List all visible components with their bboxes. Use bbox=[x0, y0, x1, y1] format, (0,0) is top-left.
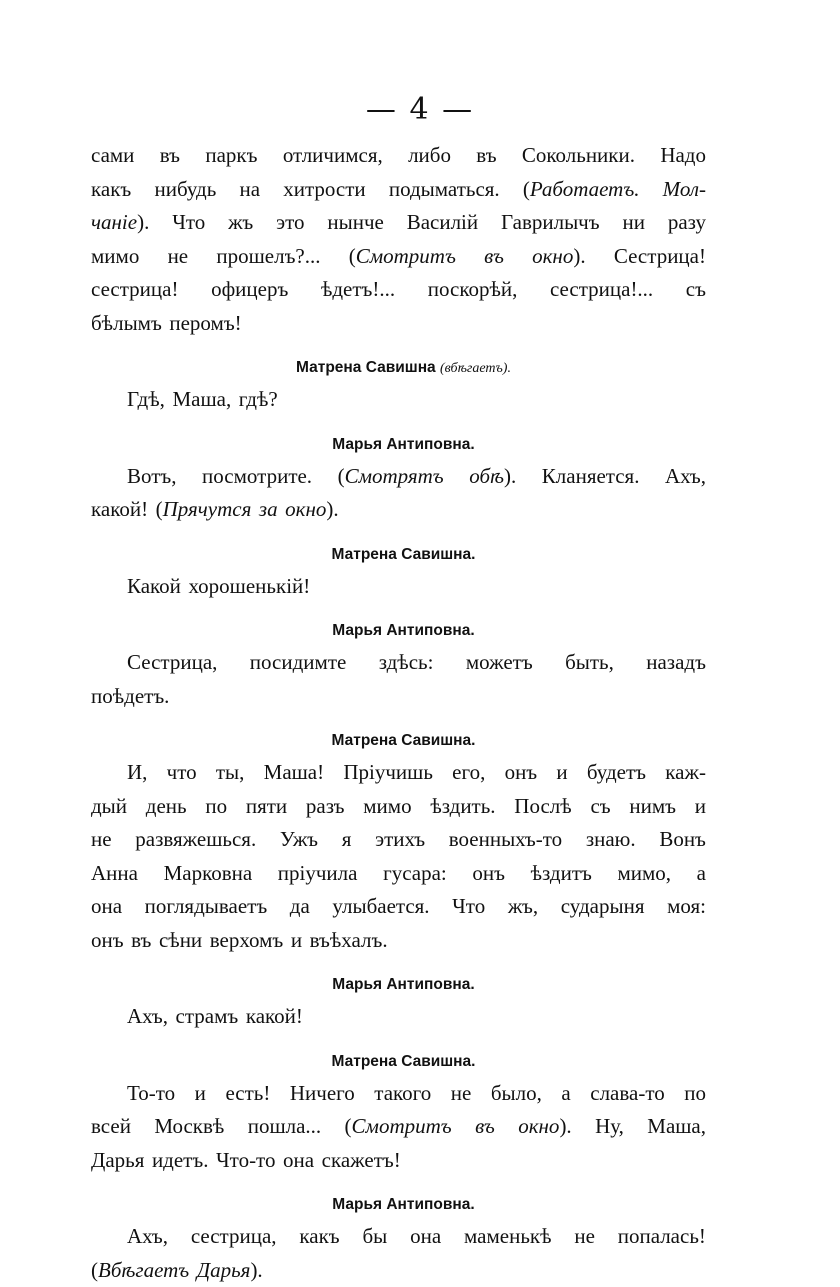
text-line bbox=[91, 273, 706, 307]
word: Сокольники. bbox=[522, 139, 635, 173]
word: мимо, bbox=[617, 857, 671, 891]
word: пяти bbox=[246, 790, 287, 824]
text-line bbox=[91, 307, 706, 341]
text-line bbox=[91, 383, 706, 417]
word: съ bbox=[590, 790, 610, 824]
word: сестрица!... bbox=[550, 273, 653, 307]
speaker-name bbox=[91, 726, 706, 756]
word: бы bbox=[362, 1220, 387, 1254]
word: Василій bbox=[407, 206, 478, 240]
word: она bbox=[410, 1220, 441, 1254]
word: я bbox=[342, 823, 352, 857]
word: что bbox=[167, 756, 197, 790]
word: скажетъ! bbox=[322, 1144, 401, 1178]
speech-paragraph bbox=[91, 1220, 706, 1287]
speech-paragraph bbox=[91, 756, 706, 957]
word: посидимте bbox=[250, 646, 347, 680]
text-line bbox=[91, 493, 706, 527]
word: (Смотрятъ bbox=[338, 460, 444, 494]
word: да bbox=[290, 890, 310, 924]
word: улыбается. bbox=[332, 890, 429, 924]
word: окно). bbox=[285, 493, 339, 527]
word: прошелъ?... bbox=[216, 240, 320, 274]
word: въ bbox=[484, 240, 504, 274]
word: назадъ bbox=[646, 646, 706, 680]
text-line bbox=[91, 173, 706, 207]
word: сестрица! bbox=[91, 273, 178, 307]
text-line bbox=[91, 139, 706, 173]
word: слава-то bbox=[590, 1077, 664, 1111]
word: это bbox=[276, 206, 304, 240]
text-line bbox=[91, 1077, 706, 1111]
word: Что bbox=[452, 890, 485, 924]
word: Послѣ bbox=[514, 790, 571, 824]
word: дый bbox=[91, 790, 127, 824]
word: онъ bbox=[472, 857, 505, 891]
word: разъ bbox=[306, 790, 345, 824]
speaker-label: Марья Антиповна. bbox=[332, 1196, 474, 1213]
word: ѣздить. bbox=[430, 790, 495, 824]
word: Кланяется. bbox=[542, 460, 640, 494]
word: сестрица, bbox=[191, 1220, 277, 1254]
speech-paragraph bbox=[91, 460, 706, 527]
word: ты, bbox=[216, 756, 245, 790]
word: гусара: bbox=[383, 857, 447, 891]
word: хитрости bbox=[283, 173, 365, 207]
word: нимъ bbox=[629, 790, 676, 824]
word: Сестрица, bbox=[127, 646, 217, 680]
word: пріучила bbox=[278, 857, 358, 891]
text-line bbox=[91, 1144, 706, 1178]
word: и bbox=[556, 756, 567, 790]
speaker-name bbox=[91, 430, 706, 460]
word: а bbox=[697, 857, 706, 891]
word: отличимся, bbox=[283, 139, 383, 173]
word: сѣни bbox=[159, 924, 202, 958]
word: не bbox=[168, 240, 189, 274]
word: въ bbox=[131, 924, 151, 958]
word: этихъ bbox=[375, 823, 425, 857]
word: То-то bbox=[127, 1077, 175, 1111]
speech-paragraph bbox=[91, 570, 706, 604]
stage-direction: (вбѣгаетъ). bbox=[440, 361, 511, 376]
word: Ничего bbox=[290, 1077, 355, 1111]
text-line bbox=[91, 206, 706, 240]
speaker-label: Матрена Савишна bbox=[296, 359, 436, 376]
word: поѣдетъ. bbox=[91, 680, 169, 714]
word: Какой bbox=[127, 570, 181, 604]
word: Вотъ, bbox=[127, 460, 177, 494]
word: нибудь bbox=[154, 173, 216, 207]
speaker-name bbox=[91, 616, 706, 646]
word: въ bbox=[476, 139, 496, 173]
text-line bbox=[91, 756, 706, 790]
word: она bbox=[283, 1144, 314, 1178]
word: И, bbox=[127, 756, 147, 790]
word: военныхъ-то bbox=[449, 823, 562, 857]
word: можетъ bbox=[466, 646, 533, 680]
word: ни bbox=[622, 206, 644, 240]
word: онъ bbox=[505, 756, 538, 790]
word: Ну, bbox=[595, 1110, 624, 1144]
word: Гаврилычъ bbox=[501, 206, 600, 240]
word: жъ bbox=[228, 206, 253, 240]
word: разу bbox=[668, 206, 706, 240]
word: было, bbox=[491, 1077, 542, 1111]
word: быть, bbox=[565, 646, 614, 680]
word: Сестрица! bbox=[614, 240, 706, 274]
speaker-label: Марья Антиповна. bbox=[332, 976, 474, 993]
speaker-label: Матрена Савишна. bbox=[332, 732, 476, 749]
word: по bbox=[205, 790, 227, 824]
word: Маша! bbox=[264, 756, 324, 790]
word: чаніе). bbox=[91, 206, 149, 240]
speaker-label: Марья Антиповна. bbox=[332, 436, 474, 453]
word: ѣздитъ bbox=[531, 857, 592, 891]
speaker-name bbox=[91, 970, 706, 1000]
text-line bbox=[91, 1254, 706, 1287]
word: она bbox=[91, 890, 122, 924]
word: поглядываетъ bbox=[145, 890, 268, 924]
word: Москвѣ bbox=[154, 1110, 224, 1144]
word: ѣдетъ!... bbox=[321, 273, 395, 307]
word: каж- bbox=[665, 756, 706, 790]
text-line bbox=[91, 570, 706, 604]
word: нынче bbox=[327, 206, 383, 240]
word: посмотрите. bbox=[202, 460, 312, 494]
word: маменькѣ bbox=[464, 1220, 552, 1254]
text-line bbox=[91, 1110, 706, 1144]
word: пошла... bbox=[248, 1110, 321, 1144]
word: Вонъ bbox=[659, 823, 706, 857]
word: въ bbox=[475, 1110, 495, 1144]
word: не bbox=[91, 823, 112, 857]
word: такого bbox=[374, 1077, 431, 1111]
word: подыматься. bbox=[389, 173, 500, 207]
word: Маша, bbox=[172, 383, 231, 417]
speech-paragraph bbox=[91, 383, 706, 417]
word: знаю. bbox=[586, 823, 636, 857]
word: Ахъ, bbox=[665, 460, 706, 494]
word: Ужъ bbox=[280, 823, 318, 857]
word: Анна bbox=[91, 857, 138, 891]
word: всей bbox=[91, 1110, 131, 1144]
word: онъ bbox=[91, 924, 124, 958]
word: день bbox=[146, 790, 187, 824]
word: здѣсь: bbox=[379, 646, 434, 680]
word: не bbox=[574, 1220, 595, 1254]
word: и bbox=[291, 924, 302, 958]
word: какъ bbox=[299, 1220, 339, 1254]
word: поскорѣй, bbox=[428, 273, 518, 307]
text-line bbox=[91, 680, 706, 714]
word: какъ bbox=[91, 173, 131, 207]
word: не bbox=[451, 1077, 472, 1111]
speaker-label: Матрена Савишна. bbox=[332, 546, 476, 563]
word: (Смотритъ bbox=[345, 1110, 452, 1144]
word: верхомъ bbox=[210, 924, 284, 958]
word: (Прячутся bbox=[156, 493, 252, 527]
speech-paragraph bbox=[91, 646, 706, 713]
word: (Смотритъ bbox=[349, 240, 456, 274]
word: Мол- bbox=[663, 173, 706, 207]
word: Маша, bbox=[647, 1110, 706, 1144]
word: и bbox=[195, 1077, 206, 1111]
word: паркъ bbox=[205, 139, 257, 173]
word: попалась! bbox=[618, 1220, 706, 1254]
word: въѣхалъ. bbox=[310, 924, 388, 958]
word: окно). bbox=[518, 1110, 572, 1144]
word: сударыня bbox=[561, 890, 645, 924]
word: гдѣ? bbox=[239, 383, 278, 417]
text-line bbox=[91, 1220, 706, 1254]
word: какой! bbox=[91, 493, 148, 527]
word: будетъ bbox=[587, 756, 646, 790]
word: его, bbox=[452, 756, 485, 790]
speaker-name bbox=[91, 1190, 706, 1220]
word: обѣ). bbox=[469, 460, 516, 494]
speaker-name bbox=[91, 1047, 706, 1077]
speaker-name bbox=[91, 540, 706, 570]
speaker-name bbox=[91, 353, 706, 383]
word: окно). bbox=[532, 240, 586, 274]
play-text bbox=[91, 139, 706, 1287]
text-line bbox=[91, 646, 706, 680]
text-line bbox=[91, 790, 706, 824]
word: по bbox=[684, 1077, 706, 1111]
word: жъ, bbox=[508, 890, 538, 924]
word: въ bbox=[160, 139, 180, 173]
text-line bbox=[91, 924, 706, 958]
speech-paragraph bbox=[91, 1000, 706, 1034]
word: сами bbox=[91, 139, 134, 173]
word: развяжешься. bbox=[135, 823, 256, 857]
text-line bbox=[91, 1000, 706, 1034]
text-line bbox=[91, 240, 706, 274]
word: Ахъ, bbox=[127, 1000, 168, 1034]
word: а bbox=[561, 1077, 570, 1111]
word: какой! bbox=[246, 1000, 303, 1034]
word: на bbox=[239, 173, 260, 207]
text-line bbox=[91, 823, 706, 857]
speaker-label: Матрена Савишна. bbox=[332, 1053, 476, 1070]
word: перомъ! bbox=[169, 307, 241, 341]
word: съ bbox=[686, 273, 706, 307]
word: моя: bbox=[667, 890, 706, 924]
page-number: — 4 — bbox=[0, 92, 840, 128]
word: Надо bbox=[660, 139, 706, 173]
text-line bbox=[91, 890, 706, 924]
word: Дарья). bbox=[197, 1254, 263, 1287]
word: Пріучишь bbox=[343, 756, 433, 790]
word: офицеръ bbox=[211, 273, 288, 307]
word: бѣлымъ bbox=[91, 307, 162, 341]
word: Дарья bbox=[91, 1144, 144, 1178]
word: либо bbox=[408, 139, 451, 173]
word: и bbox=[695, 790, 706, 824]
word: Что bbox=[172, 206, 205, 240]
word: Что-то bbox=[216, 1144, 275, 1178]
text-line bbox=[91, 857, 706, 891]
word: мимо bbox=[363, 790, 411, 824]
word: мимо bbox=[91, 240, 139, 274]
word: есть! bbox=[225, 1077, 270, 1111]
speech-paragraph bbox=[91, 139, 706, 340]
word: Гдѣ, bbox=[127, 383, 165, 417]
text-line bbox=[91, 460, 706, 494]
speaker-label: Марья Антиповна. bbox=[332, 622, 474, 639]
word: идетъ. bbox=[152, 1144, 209, 1178]
word: страмъ bbox=[176, 1000, 239, 1034]
word: Марковна bbox=[164, 857, 253, 891]
word: Ахъ, bbox=[127, 1220, 168, 1254]
word: за bbox=[259, 493, 278, 527]
speech-paragraph bbox=[91, 1077, 706, 1178]
word: (Вбѣгаетъ bbox=[91, 1254, 189, 1287]
word: хорошенькій! bbox=[188, 570, 310, 604]
word: (Работаетъ. bbox=[523, 173, 640, 207]
